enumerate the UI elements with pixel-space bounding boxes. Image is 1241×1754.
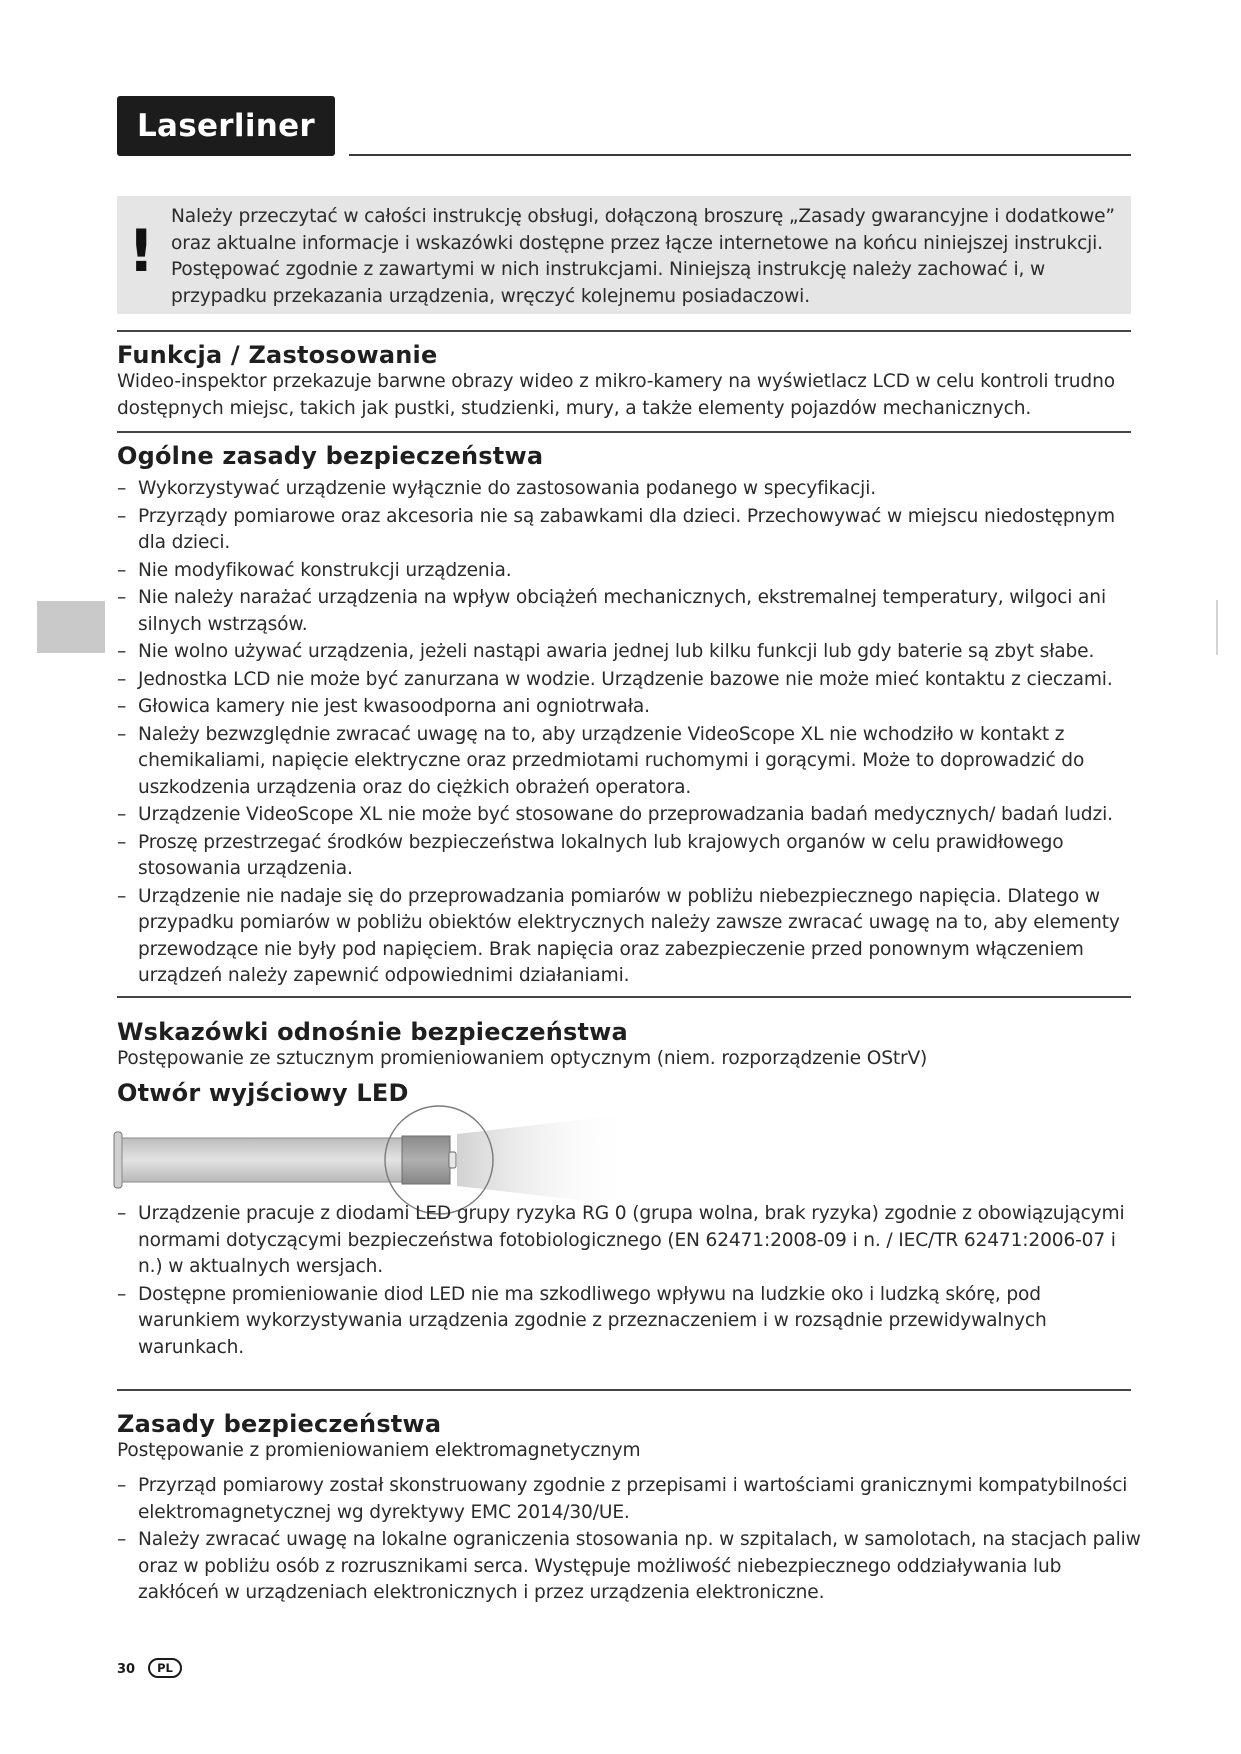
brand-logo: Laserliner: [117, 96, 335, 156]
list-dash: –: [117, 1283, 127, 1305]
list-dash: –: [117, 723, 127, 745]
list-item: – Urządzenie VideoScope XL nie może być stosowane do przeprowadzania badań medycznych/ badań ludzi.: [117, 802, 1141, 829]
led-title: Otwór wyjściowy LED: [117, 1079, 409, 1107]
list-item: – Należy bezwzględnie zwracać uwagę na to, aby urządzenie VideoScope XL nie wchodziło w kontakt z chemikaliami, napięcie elektryczne oraz przedmiotami ruchomymi i gorącymi. Może to doprowadzić do uszkodzenia urządzenia oraz do ciężkich obrażeń operatora.: [117, 723, 1085, 798]
list-item: – Dostępne promieniowanie diod LED nie ma szkodliwego wpływu na ludzkie oko i ludzką skórę, pod warunkiem wykorzystywania urządzenia zgodnie z przeznaczeniem i w rozsądnie przewidywalnych warunkach.: [117, 1283, 1047, 1358]
chapter-tab: [37, 601, 105, 653]
list-item: – Urządzenie nie nadaje się do przeprowadzania pomiarów w pobliżu niebezpiecznego napięcia. Dlatego w przypadku pomiarów w pobliżu obiektów elektrycznych należy zawsze zwracać uwagę na to, aby elementy przewodzące nie były pod napięciem. Brak napięcia oraz zabezpieczenie przed ponownym włączeniem urządzeń należy zapewnić odpowiednimi działaniami.: [117, 885, 1120, 986]
language-badge: PL: [148, 1658, 182, 1678]
led-safety-list: [117, 1201, 1141, 1362]
header-divider: [349, 154, 1131, 156]
list-dash: –: [117, 641, 127, 662]
section-divider: [117, 431, 1131, 433]
section-title-general-safety: Ogólne zasady bezpieczeństwa: [117, 442, 544, 470]
list-dash: –: [117, 668, 127, 690]
list-dash: –: [117, 696, 127, 717]
section-divider: [117, 330, 1131, 332]
list-dash: –: [117, 831, 127, 853]
list-item: – Urządzenie pracuje z diodami LED grupy ryzyka RG 0 (grupa wolna, brak ryzyka) zgodnie z obowiązującymi normami dotyczącymi bezpieczeństwa fotobiologicznego (EN 62471:2008-09 i n. / IEC/TR 62471:2006-07 i n.) w aktualnych wersjach.: [117, 1203, 1125, 1277]
emc-subtitle: Postępowanie z promieniowaniem elektromagnetycznym: [117, 1440, 641, 1461]
list-dash: –: [117, 505, 127, 527]
section-title-safety-notes: Wskazówki odnośnie bezpieczeństwa: [117, 1018, 628, 1046]
list-item: – Należy zwracać uwagę na lokalne ograniczenia stosowania np. w szpitalach, w samolotach, na stacjach paliw oraz w pobliżu osób z rozrusznikami serca. Występuje możliwość niebezpiecznego oddziaływania lub zakłóceń w urządzeniach elektronicznych i przez urządzenia elektroniczne.: [117, 1529, 1141, 1603]
list-item: – Nie modyfikować konstrukcji urządzenia.: [117, 558, 1141, 585]
list-dash: –: [117, 1529, 127, 1550]
list-item: – Jednostka LCD nie może być zanurzana w wodzie. Urządzenie bazowe nie może mieć kontaktu z cieczami.: [117, 667, 1141, 694]
list-dash: –: [117, 885, 127, 907]
section-divider: [117, 996, 1131, 998]
camera-head: [402, 1136, 450, 1184]
probe-shaft: [122, 1138, 420, 1182]
section-divider: [117, 1389, 1131, 1391]
list-dash: –: [117, 478, 127, 499]
section-title-emc-safety: Zasady bezpieczeństwa: [117, 1410, 442, 1438]
list-item: – Nie należy narażać urządzenia na wpływ obciążeń mechanicznych, ekstremalnej temperatury, wilgoci ani silnych wstrząsów.: [117, 587, 1106, 635]
list-item: – Wykorzystywać urządzenie wyłącznie do zastosowania podanego w specyfikacji.: [117, 476, 1141, 503]
section-title-function: Funkcja / Zastosowanie: [117, 341, 438, 369]
list-dash: –: [117, 587, 127, 608]
list-item: – Głowica kamery nie jest kwasoodporna ani ogniotrwała.: [117, 694, 1141, 721]
edge-marker: [1216, 600, 1218, 655]
emc-safety-list: [117, 1473, 1141, 1608]
led-opening: [449, 1152, 456, 1168]
list-dash: –: [117, 1203, 127, 1224]
light-beam: [457, 1114, 632, 1206]
list-item: – Przyrząd pomiarowy został skonstruowany zgodnie z przepisami i wartościami granicznymi kompatybilności elektromagnetycznej wg dyrektywy EMC 2014/30/UE.: [117, 1475, 1128, 1523]
function-text: Wideo-inspektor przekazuje barwne obrazy wideo z mikro-kamery na wyświetlacz LCD w celu kontroli trudno dostępnych miejsc, takich jak pustki, studzienki, mury, a także elementy pojazdów mechanicznych.: [117, 371, 1115, 419]
general-safety-list: [117, 476, 1141, 991]
safety-notes-subtitle: Postępowanie ze sztucznym promieniowaniem optycznym (niem. rozporządzenie OStrV): [117, 1048, 928, 1069]
exclamation-icon: !: [128, 217, 155, 285]
list-item: – Nie wolno używać urządzenia, jeżeli nastąpi awaria jednej lub kilku funkcji lub gdy baterie są zbyt słabe.: [117, 639, 1141, 666]
notice-text: Należy przeczytać w całości instrukcję obsługi, dołączoną broszurę „Zasady gwarancyjne i dodatkowe” oraz aktualne informacje i wskazówki dostępne przez łącze internetowe na końcu niniejszej instrukcji. Postępować zgodnie z zawartymi w nich instrukcjami. Niniejszą instrukcję należy zachować i, w przypadku przekazania urządzenia, wręczyć kolejnemu posiadaczowi.: [171, 206, 1115, 307]
list-item: – Przyrządy pomiarowe oraz akcesoria nie są zabawkami dla dzieci. Przechowywać w miejscu niedostępnym dla dzieci.: [117, 505, 1115, 553]
list-dash: –: [117, 804, 127, 825]
list-item: – Proszę przestrzegać środków bezpieczeństwa lokalnych lub krajowych organów w celu prawidłowego stosowania urządzenia.: [117, 831, 1064, 879]
list-dash: –: [117, 1475, 127, 1496]
page-number: 30: [117, 1662, 136, 1677]
probe-end-cap: [114, 1132, 122, 1188]
list-dash: –: [117, 559, 127, 581]
